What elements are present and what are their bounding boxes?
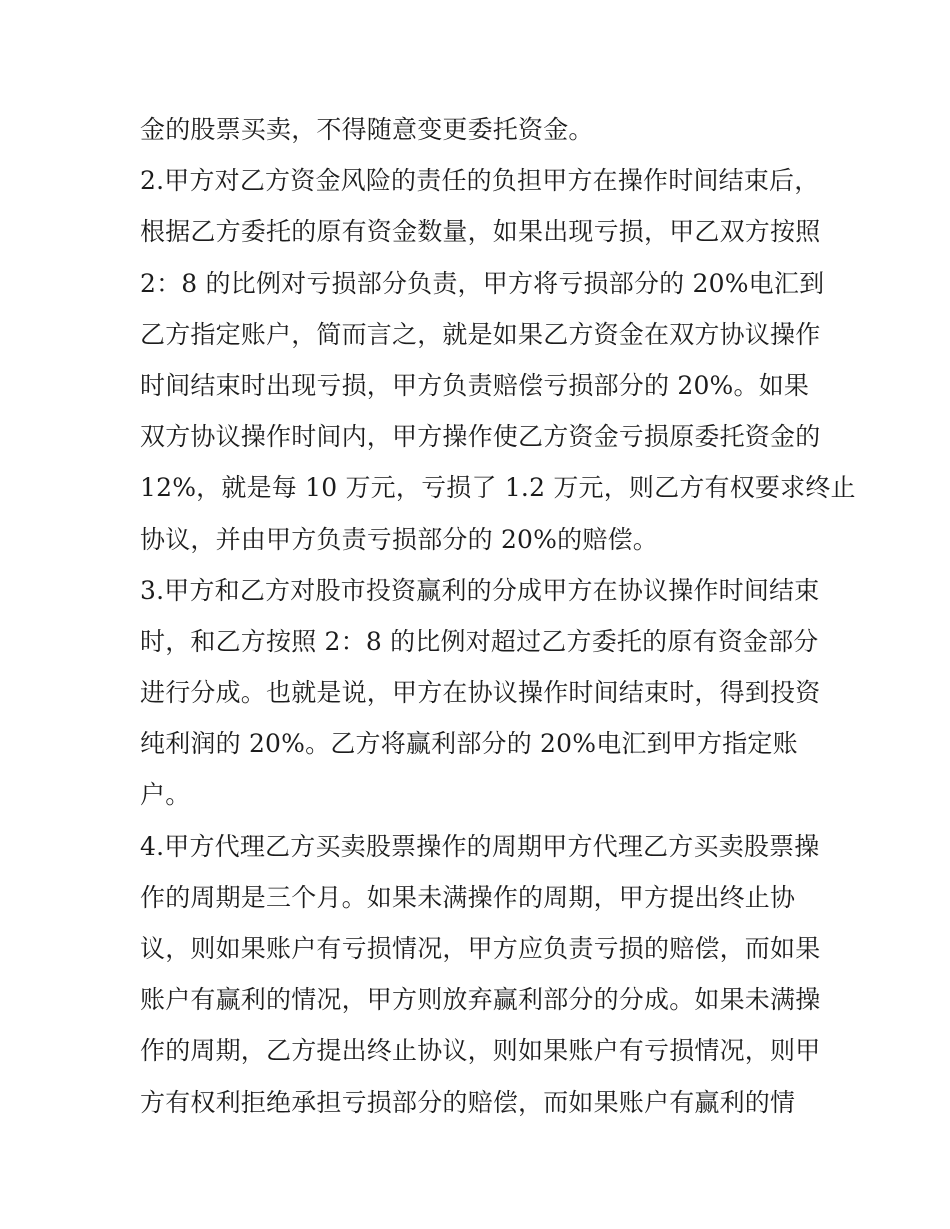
- text-line: 作的周期，乙方提出终止协议，则如果账户有亏损情况，则甲: [140, 1036, 821, 1066]
- text-line: 2：8 的比例对亏损部分负责，甲方将亏损部分的 20%电汇到: [140, 268, 825, 298]
- text-line: 4.甲方代理乙方买卖股票操作的周期甲方代理乙方买卖股票操: [140, 831, 820, 861]
- text-line: 12%，就是每 10 万元，亏损了 1.2 万元，则乙方有权要求终止: [140, 473, 856, 503]
- text-line: 3.甲方和乙方对股市投资赢利的分成甲方在协议操作时间结束: [140, 575, 820, 605]
- text-line: 时，和乙方按照 2：8 的比例对超过乙方委托的原有资金部分: [140, 626, 819, 656]
- text-line: 进行分成。也就是说，甲方在协议操作时间结束时，得到投资: [140, 678, 821, 708]
- text-line: 户。: [140, 780, 191, 810]
- document-body: [140, 104, 856, 1128]
- text-line: 账户有赢利的情况，甲方则放弃赢利部分的分成。如果未满操: [140, 985, 821, 1015]
- text-line: 方有权利拒绝承担亏损部分的赔偿，而如果账户有赢利的情: [140, 1087, 796, 1117]
- text-line: 协议，并由甲方负责亏损部分的 20%的赔偿。: [140, 524, 658, 554]
- text-line: 2.甲方对乙方资金风险的责任的负担甲方在操作时间结束后，: [140, 166, 820, 196]
- text-line: 纯利润的 20%。乙方将赢利部分的 20%电汇到甲方指定账: [140, 729, 798, 759]
- text-line: 时间结束时出现亏损，甲方负责赔偿亏损部分的 20%。如果: [140, 370, 810, 400]
- text-line: 议，则如果账户有亏损情况，甲方应负责亏损的赔偿，而如果: [140, 934, 821, 963]
- text-line: 根据乙方委托的原有资金数量，如果出现亏损，甲乙双方按照: [140, 217, 821, 247]
- text-line: 作的周期是三个月。如果未满操作的周期，甲方提出终止协: [140, 882, 796, 912]
- text-line: 金的股票买卖，不得随意变更委托资金。: [140, 115, 594, 144]
- text-line: 双方协议操作时间内，甲方操作使乙方资金亏损原委托资金的: [140, 422, 821, 452]
- text-line: 乙方指定账户，简而言之，就是如果乙方资金在双方协议操作: [140, 319, 821, 349]
